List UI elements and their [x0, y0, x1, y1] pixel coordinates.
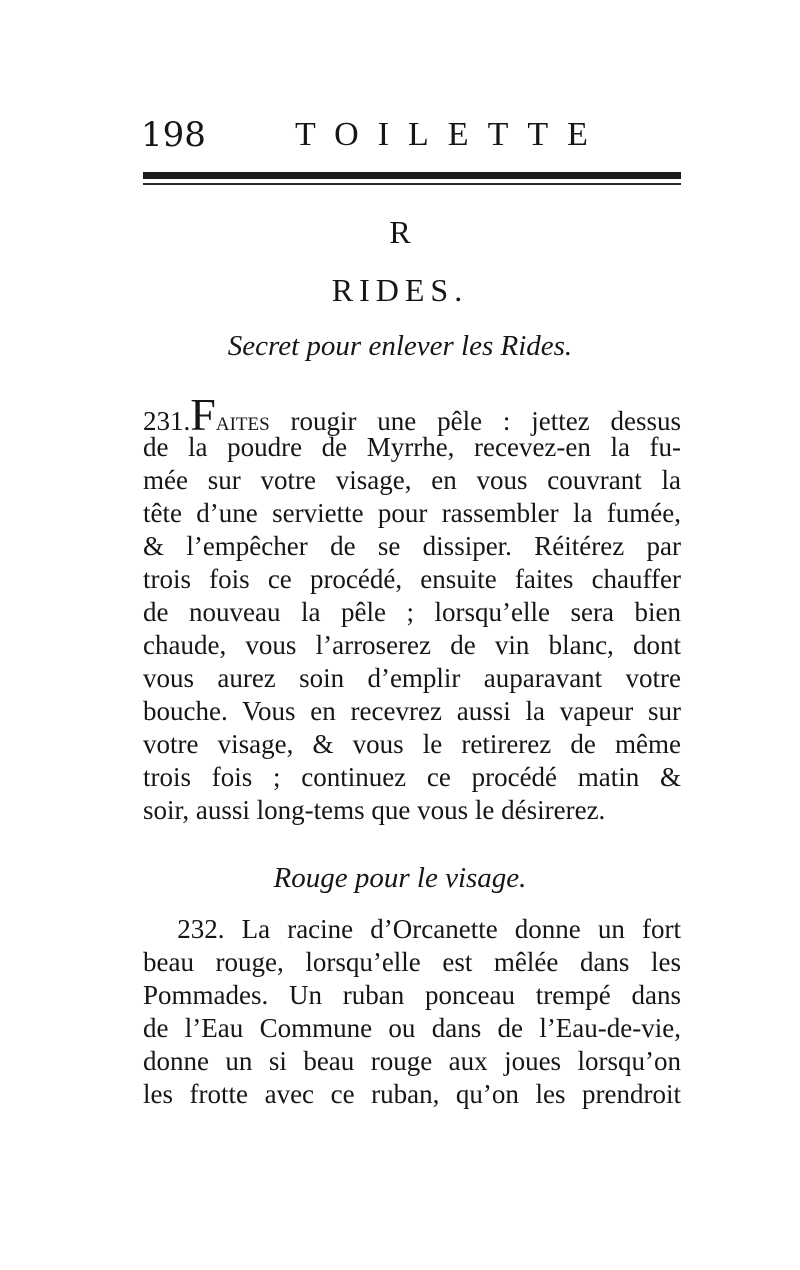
entry-text: rougir une pêle : jettez dessus: [290, 406, 682, 436]
entry-line: de la poudre de Myrrhe, recevez-en la fu-: [143, 432, 681, 462]
entry-line: bouche. Vous en recevrez aussi la vapeur sur: [143, 696, 681, 726]
entry-line: les frotte avec ce ruban, qu’on les prendroit: [143, 1079, 681, 1109]
entry-number: 231.: [143, 406, 191, 436]
entry-line: donne un si beau rouge aux joues lorsqu’on: [143, 1046, 681, 1076]
entry-232: [143, 913, 681, 1111]
section-title: RIDES.: [331, 272, 469, 308]
entry-line: de l’Eau Commune ou dans de l’Eau-de-vie,: [143, 1013, 681, 1043]
entry-number: 232.: [177, 914, 225, 944]
lead-word: aites: [215, 406, 270, 436]
drop-cap: F: [190, 389, 216, 440]
section-letter: R: [389, 214, 411, 250]
entry-line: vous aurez soin d’emplir auparavant votre: [143, 663, 681, 693]
entry-line: [143, 389, 682, 440]
page-number: 198: [141, 115, 206, 155]
entry-line: trois fois ce procédé, ensuite faites chauffer: [143, 564, 681, 594]
entry-line: Pommades. Un ruban ponceau trempé dans: [143, 980, 681, 1010]
entry-heading-rides: Secret pour enlever les Rides.: [227, 330, 573, 362]
page-header: [141, 112, 686, 158]
entry-line: soir, aussi long-tems que vous le désirerez.: [143, 795, 606, 825]
header-rule-thin: [143, 183, 681, 185]
entry-line: & l’empêcher de se dissiper. Réitérez par: [143, 531, 681, 561]
entry-231: [143, 389, 682, 827]
entry-line: trois fois ; continuez ce procédé matin &: [143, 762, 681, 792]
entry-line: de nouveau la pêle ; lorsqu’elle sera bien: [143, 597, 681, 627]
entry-heading-rouge: Rouge pour le visage.: [273, 862, 527, 894]
entry-text: La racine d’Orcanette donne un fort: [241, 914, 682, 944]
entry-line: tête d’une serviette pour rassembler la fumée,: [143, 498, 681, 528]
entry-line: mée sur votre visage, en vous couvrant la: [143, 465, 681, 495]
entry-line: chaude, vous l’arroserez de vin blanc, dont: [143, 630, 681, 660]
entry-line: [143, 913, 681, 946]
entry-line: beau rouge, lorsqu’elle est mêlée dans les: [143, 947, 681, 977]
running-title: TOILETTE: [295, 116, 607, 153]
entry-line: votre visage, & vous le retirerez de même: [143, 729, 681, 759]
header-rule-thick: [143, 172, 681, 179]
